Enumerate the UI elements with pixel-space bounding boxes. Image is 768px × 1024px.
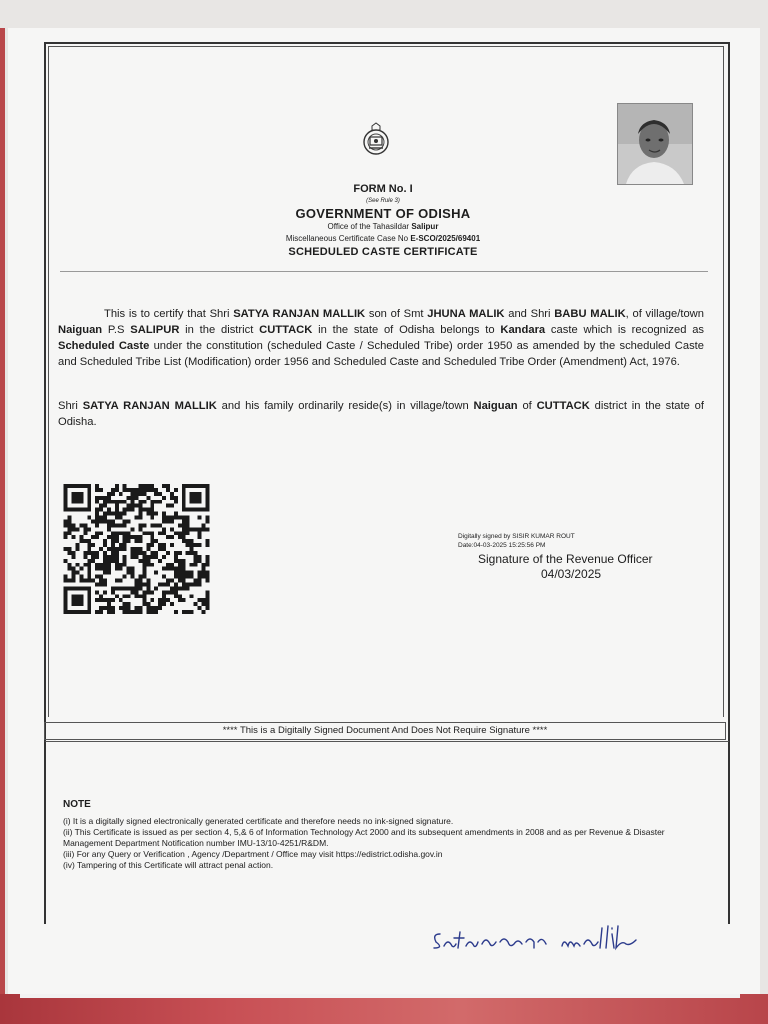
office-line: Office of the Tahasildar Salipur [327, 222, 439, 231]
see-rule: (See Rule 3) [366, 198, 400, 204]
case-number-line: Miscellaneous Certificate Case No E-SCO/2025/69401 [285, 234, 481, 243]
form-number: FORM No. I [353, 183, 413, 195]
background-surface [0, 994, 768, 1024]
note-item: (iii) For any Query or Verification , Agency /Department / Office may visit https://edistrict.odisha.gov.in [63, 849, 443, 859]
applicant-photo [617, 103, 693, 185]
digital-signature-notice: **** This is a Digitally Signed Document And Does Not Require Signature **** [44, 722, 726, 740]
note-item: (iv) Tampering of this Certificate will attract penal action. [63, 860, 274, 870]
signature-date: 04/03/2025 [541, 567, 602, 581]
odisha-emblem-icon [361, 122, 391, 158]
certificate-title: SCHEDULED CASTE CERTIFICATE [288, 246, 478, 258]
digital-signature-info [458, 532, 575, 550]
header-divider [60, 271, 708, 272]
note-item: (ii) This Certificate is issued as per section 4, 5,& 6 of Information Technology Act 2000 and its subsequent amendments in 2008 and as per Revenue & Disaster Management Department Notification number IMU-13/10-4251/R&DM. [63, 827, 665, 848]
qr-code-icon [63, 484, 210, 614]
note-list [63, 816, 713, 871]
digital-sign-date: Date:04-03-2025 15:25:56 PM [458, 542, 546, 549]
digital-signer: Digitally signed by SISIR KUMAR ROUT [458, 533, 575, 540]
note-item: (i) It is a digitally signed electronically generated certificate and therefore needs no ink-signed signature. [63, 816, 454, 826]
government-title: GOVERNMENT OF ODISHA [295, 206, 471, 221]
handwritten-signature [430, 918, 670, 958]
background-edge [0, 28, 5, 998]
paper-bottom-edge [20, 994, 740, 998]
note-title: NOTE [63, 799, 91, 810]
residence-paragraph: Shri SATYA RANJAN MALLIK and his family ordinarily reside(s) in village/town Naiguan of CUTTACK district in the state of Odisha. [58, 400, 704, 428]
signature-title: Signature of the Revenue Officer [478, 552, 653, 566]
certification-paragraph: This is to certify that Shri SATYA RANJAN MALLIK son of Smt JHUNA MALIK and Shri BABU MALIK, of village/town Naiguan P.S SALIPUR in the district CUTTACK in the state of Odisha belongs to Kandara caste which is recognized as Scheduled Caste under the constitution (scheduled Caste / Scheduled Tribe) order 1950 as amended by the scheduled Caste and Scheduled Tribe List (Modification) order 1956 and Scheduled Caste and Scheduled Tribe Order (Amendment) Act, 1976. [58, 308, 705, 368]
